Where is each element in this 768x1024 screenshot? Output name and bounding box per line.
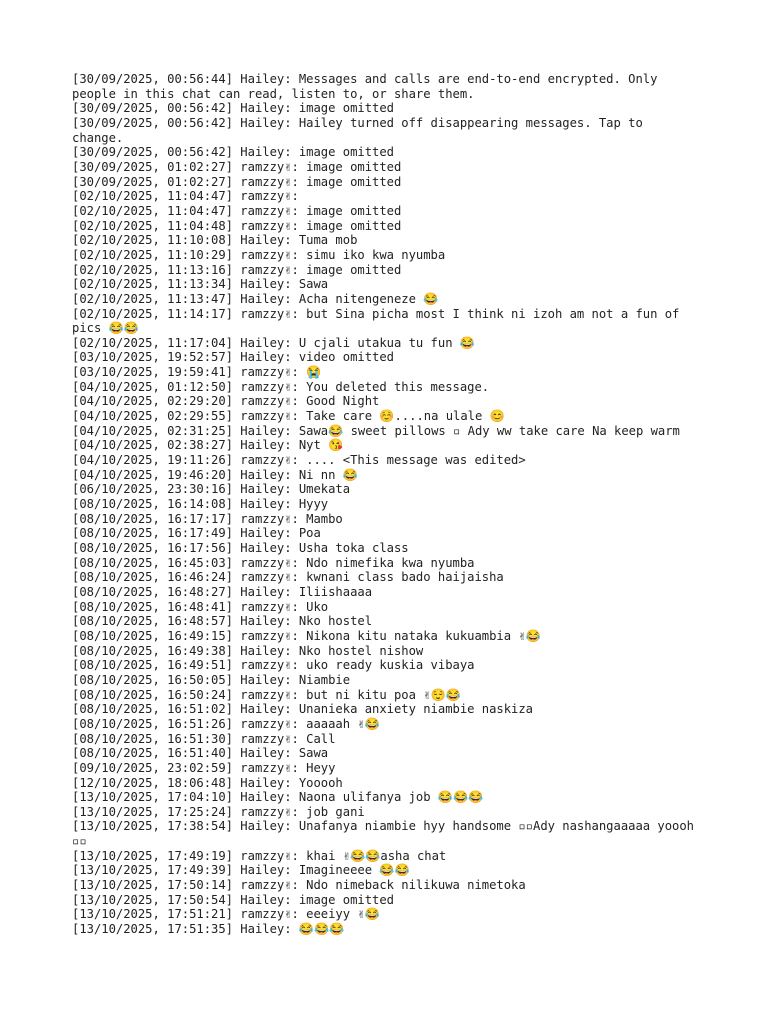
chat-message-line: [30/09/2025, 00:56:42] Hailey: image omitted [72, 145, 394, 160]
chat-message-line: [30/09/2025, 01:02:27] ramzzy✌: image omitted [72, 174, 402, 189]
chat-message-line: [02/10/2025, 11:10:08] Hailey: Tuma mob [72, 233, 358, 248]
chat-message-line: [08/10/2025, 16:50:05] Hailey: Niambie [72, 672, 351, 687]
chat-message-line: [09/10/2025, 23:02:59] ramzzy✌: Heyy [72, 760, 336, 775]
chat-message-line: [04/10/2025, 01:12:50] ramzzy✌: You deleted this message. [72, 379, 490, 394]
chat-message-line: [08/10/2025, 16:17:49] Hailey: Poa [72, 526, 321, 541]
chat-message-line: [04/10/2025, 02:38:27] Hailey: Nyt 😘 [72, 438, 344, 453]
chat-message-line: [08/10/2025, 16:46:24] ramzzy✌: kwnani class bado haijaisha [72, 570, 504, 585]
chat-message-line: [30/09/2025, 01:02:27] ramzzy✌: image omitted [72, 159, 402, 174]
chat-message-line: [08/10/2025, 16:51:30] ramzzy✌: Call [72, 731, 336, 746]
chat-message-line: [03/10/2025, 19:59:41] ramzzy✌: 😭 [72, 365, 322, 380]
chat-message-line: [03/10/2025, 19:52:57] Hailey: video omitted [72, 350, 394, 365]
chat-message-line: [13/10/2025, 17:51:21] ramzzy✌: eeeiyy ✌😂 [72, 907, 380, 922]
chat-message-line: [02/10/2025, 11:13:34] Hailey: Sawa [72, 277, 329, 292]
chat-message-line: [08/10/2025, 16:49:15] ramzzy✌: Nikona kitu nataka kukuambia ✌😂 [72, 628, 541, 643]
chat-message-line: [08/10/2025, 16:49:38] Hailey: Nko hostel nishow [72, 643, 424, 658]
chat-message-line: [02/10/2025, 11:13:16] ramzzy✌: image omitted [72, 262, 402, 277]
chat-message-line: [02/10/2025, 11:14:17] ramzzy✌: but Sina picha most I think ni izoh am not a fun of pics 😂😂 [72, 306, 687, 336]
chat-message-line: [13/10/2025, 17:50:54] Hailey: image omitted [72, 892, 394, 907]
chat-message-line: [13/10/2025, 17:51:35] Hailey: 😂😂😂 [72, 922, 345, 937]
chat-message-line: [13/10/2025, 17:49:19] ramzzy✌: khai ✌😂😂asha chat [72, 848, 447, 863]
chat-message-line: [13/10/2025, 17:49:39] Hailey: Imagineeee 😂😂 [72, 863, 410, 878]
chat-export-page [72, 72, 700, 937]
chat-message-line: [08/10/2025, 16:51:26] ramzzy✌: aaaaah ✌😂 [72, 716, 380, 731]
chat-message-line: [08/10/2025, 16:45:03] ramzzy✌: Ndo nimefika kwa nyumba [72, 555, 475, 570]
chat-message-line: [08/10/2025, 16:48:27] Hailey: Iliishaaaa [72, 584, 373, 599]
chat-message-line: [30/09/2025, 00:56:42] Hailey: Hailey turned off disappearing messages. Tap to change. [72, 115, 651, 145]
chat-message-line: [02/10/2025, 11:04:47] ramzzy✌: [72, 189, 299, 204]
chat-message-line: [13/10/2025, 17:50:14] ramzzy✌: Ndo nimeback nilikuwa nimetoka [72, 878, 526, 893]
chat-message-line: [02/10/2025, 11:17:04] Hailey: U cjali utakua tu fun 😂 [72, 335, 475, 350]
chat-message-line: [06/10/2025, 23:30:16] Hailey: Umekata [72, 482, 351, 497]
chat-message-line: [04/10/2025, 19:11:26] ramzzy✌: .... <This message was edited> [72, 453, 526, 468]
chat-message-line: [08/10/2025, 16:14:08] Hailey: Hyyy [72, 497, 329, 512]
chat-message-line: [08/10/2025, 16:51:02] Hailey: Unanieka anxiety niambie naskiza [72, 702, 534, 717]
chat-message-line: [02/10/2025, 11:13:47] Hailey: Acha nitengeneze 😂 [72, 291, 439, 306]
chat-message-line: [04/10/2025, 19:46:20] Hailey: Ni nn 😂 [72, 467, 358, 482]
chat-message-line: [04/10/2025, 02:29:20] ramzzy✌: Good Night [72, 394, 380, 409]
chat-message-line: [04/10/2025, 02:31:25] Hailey: Sawa😂 sweet pillows ▫ Ady ww take care Na keep warm [72, 423, 680, 438]
chat-message-line: [08/10/2025, 16:50:24] ramzzy✌: but ni kitu poa ✌😌😂 [72, 687, 461, 702]
chat-message-line: [02/10/2025, 11:04:47] ramzzy✌: image omitted [72, 203, 402, 218]
chat-message-line: [02/10/2025, 11:10:29] ramzzy✌: simu iko kwa nyumba [72, 247, 446, 262]
chat-message-line: [13/10/2025, 17:04:10] Hailey: Naona ulifanya job 😂😂😂 [72, 790, 484, 805]
chat-message-line: [08/10/2025, 16:17:56] Hailey: Usha toka class [72, 541, 409, 555]
chat-message-line: [12/10/2025, 18:06:48] Hailey: Yooooh [72, 775, 343, 790]
chat-message-line: [30/09/2025, 00:56:42] Hailey: image omitted [72, 101, 394, 116]
chat-message-line: [02/10/2025, 11:04:48] ramzzy✌: image omitted [72, 218, 402, 233]
chat-message-line: [13/10/2025, 17:38:54] Hailey: Unafanya niambie hyy handsome ▫▫Ady nashangaaaaa yoooh ▫▫ [72, 819, 702, 849]
chat-message-line: [08/10/2025, 16:48:57] Hailey: Nko hostel [72, 614, 373, 629]
chat-message-line: [08/10/2025, 16:48:41] ramzzy✌: Uko [72, 599, 329, 614]
chat-message-line: [08/10/2025, 16:51:40] Hailey: Sawa [72, 746, 329, 761]
chat-message-line: [30/09/2025, 00:56:44] Hailey: Messages and calls are end-to-end encrypted. Only people in this chat can read, listen to, or share them. [72, 72, 665, 101]
chat-message-line: [04/10/2025, 02:29:55] ramzzy✌: Take care ☺️....na ulale 😊 [72, 409, 505, 424]
chat-message-line: [08/10/2025, 16:17:17] ramzzy✌: Mambo [72, 511, 343, 526]
chat-message-line: [08/10/2025, 16:49:51] ramzzy✌: uko ready kuskia vibaya [72, 658, 475, 673]
chat-message-line: [13/10/2025, 17:25:24] ramzzy✌: job gani [72, 804, 365, 819]
